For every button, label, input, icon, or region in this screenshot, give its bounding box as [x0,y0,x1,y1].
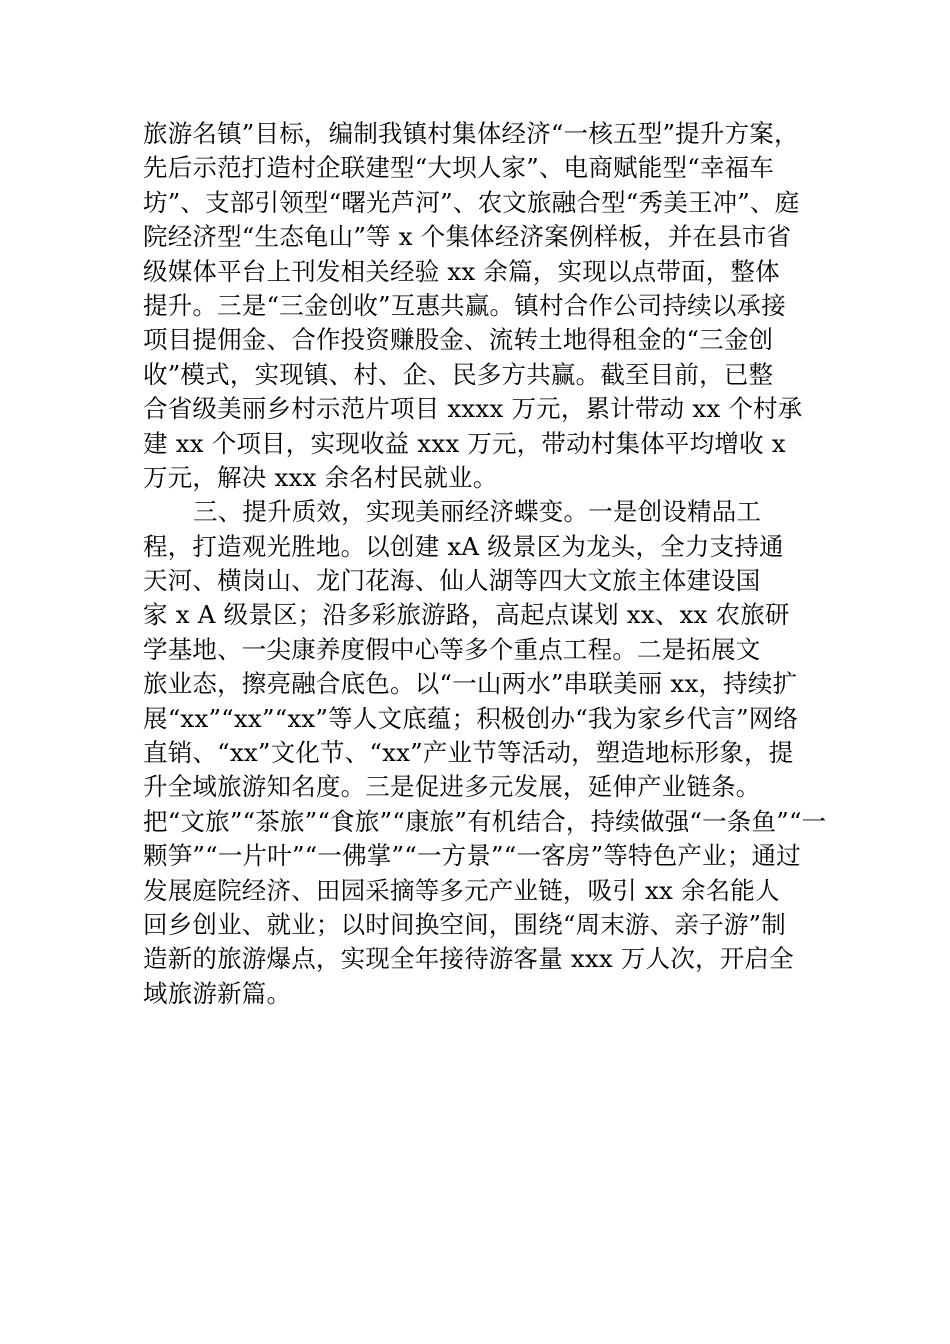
text-line: 旅游名镇”目标，编制我镇村集体经济“一核五型”提升方案， [143,119,799,148]
text-line: 级媒体平台上刊发相关经验 xx 余篇，实现以点带面，整体 [143,256,780,286]
text-line: 升全域旅游知名度。三是促进多元发展，延伸产业链条。 [143,772,761,802]
text-line: 回乡创业、就业；以时间换空间，围绕“周末游、亲子游”制 [143,909,786,939]
section-heading-line: 三、提升质效，实现美丽经济蝶变。一是创设精品工 [193,497,762,527]
text-line: 程，打造观光胜地。以创建 xA 级景区为龙头，全力支持通 [143,531,784,561]
text-line: 收”模式，实现镇、村、企、民多方共赢。截至目前，已整 [143,359,774,389]
text-line: 学基地、一尖康养度假中心等多个重点工程。二是拓展文 [143,634,761,664]
text-line: 造新的旅游爆点，实现全年接待游客量 xxx 万人次，开启全 [143,944,794,974]
text-line: 发展庭院经济、田园采摘等多元产业链，吸引 xx 余名能人 [143,875,780,905]
text-line: 天河、横岗山、龙门花海、仙人湖等四大文旅主体建设国 [143,566,761,596]
text-line: 旅业态，擦亮融合底色。以“一山两水”串联美丽 xx，持续扩 [143,669,798,699]
text-line: 坊”、支部引领型“曙光芦河”、农文旅融合型“秀美王冲”、庭 [143,187,800,217]
text-line: 颗笋”“一片叶”“一佛掌”“一方景”“一客房”等特色产业；通过 [143,841,801,871]
text-line: 提升。三是“三金创收”互惠共赢。镇村合作公司持续以承接 [143,290,786,320]
text-line: 万元，解决 xxx 余名村民就业。 [143,462,498,492]
text-line: 直销、“xx”文化节、“xx”产业节等活动，塑造地标形象，提 [143,738,794,768]
text-line: 展“xx”“xx”“xx”等人文底蕴；积极创办“我为家乡代言”网络 [143,703,799,733]
text-line: 先后示范打造村企联建型“大坝人家”、电商赋能型“幸福车 [143,153,774,183]
text-line: 域旅游新篇。 [143,978,292,1008]
text-line: 院经济型“生态龟山”等 x 个集体经济案例样板，并在县市省 [143,222,792,252]
text-line: 把“文旅”“茶旅”“食旅”“康旅”有机结合，持续做强“一条鱼”“一 [143,806,827,836]
text-line: 项目提佣金、合作投资赚股金、流转土地得租金的“三金创 [143,325,774,355]
text-line: 合省级美丽乡村示范片项目 xxxx 万元，累计带动 xx 个村承 [143,394,803,424]
text-line: 家 x A 级景区；沿多彩旅游路，高起点谋划 xx、xx 农旅研 [143,600,790,630]
body-text [143,117,827,1011]
text-line: 建 xx 个项目，实现收益 xxx 万元，带动村集体平均增收 x [143,428,786,458]
